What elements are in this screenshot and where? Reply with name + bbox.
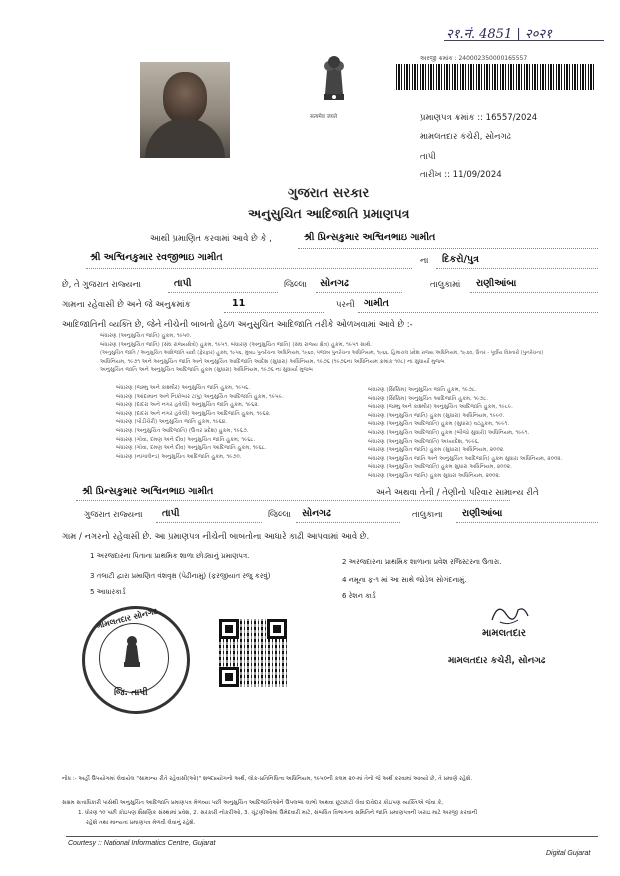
law-line: બંધારણ (અનુસુચિત આદિજાતિ) હુકમ (બીજો સુધારો) અધિનિયમ, ૧૯૯૧. (368, 429, 530, 436)
title-certificate: અનુસુચિત આદિજાતિ પ્રમાણપત્ર (248, 206, 410, 221)
handwritten-register-number: २१.नं. 4851 | २०२१ (446, 27, 552, 42)
state-prefix-2: ગુજરાત રાજ્યના (84, 510, 143, 520)
issuing-district: તાપી (420, 152, 436, 162)
law-line: બંધારણ (દાદરા અને નગર હવેલી) અનુસુચિત આદિજાતિ હુકમ, ૧૯૬૨. (116, 410, 271, 417)
law-line: બંધારણ (અનુસુચિત આદિજાતિ) હુકમ સુધારા અધિનિયમ, ૨૦૦૨. (368, 464, 512, 471)
verification-qr-code (219, 619, 287, 687)
emblem-caption: सत्यमेव जयते (310, 114, 338, 120)
law-list-right (368, 386, 562, 481)
village-value: રાણીઆંબા (476, 278, 517, 289)
serial-number: 11 (232, 298, 246, 309)
serial-mid: પરની (336, 300, 355, 310)
district-value-2: તાપી (162, 508, 180, 519)
village-value-2: રાણીઆંબા (462, 508, 503, 519)
law-line: બંધારણ (અનુસુચિત આદિજાતિ) (ઉત્તર પ્રદેશ) હુકમ, ૧૯૬૭. (116, 427, 249, 434)
law-line: બંધારણ (પોંડીચેરી) અનુસુચિત જાતિ હુકમ, ૧૯૬૪. (116, 419, 228, 426)
taluka-label: તાલુકામાં (430, 280, 461, 290)
law-line: બંધારણ (સિક્કિમ) અનુસુચિત આદિજાતિ હુકમ, ૧૯૭૮. (368, 395, 489, 402)
photo-face (163, 72, 207, 124)
seal-emblem-icon (120, 632, 144, 670)
issue-date: તારીખ :: 11/09/2024 (420, 170, 502, 180)
taluka-value-2: સોનગઢ (302, 508, 331, 519)
footer-courtesy: Courtesy :: National Informatics Centre, Gujarat (68, 840, 216, 847)
state-prefix: છે, તે ગુજરાત રાજ્યના (62, 280, 141, 290)
holder-name-repeat: શ્રી પ્રિન્સકુમાર અશ્વિનભાઇ ગામીત (82, 486, 214, 497)
law-line: બંધારણ (દાદરા અને નગર હવેલી) અનુસુચિત જાતિ હુકમ, ૧૯૬૨. (116, 402, 260, 409)
document-5: 5 આધારકાર્ડ (90, 588, 126, 596)
note-residency: નોંધ :- અહીં ઉપયોગમાં લેવાયેલ "સામાન્ય રીતે રહેવાસી(ઓ)" શબ્દપ્રયોગનો અર્થ, લોક-પ્રતિનિધિત્વ અધિનિયમ, ૧૯૫૦ની કલમ ૨૦-માં તેનો જે અર્થ કરવામાં આવ્યો છે, તે પ્રમાણે રહેશે. (62, 776, 473, 782)
recognition-text: આદિજાતિની વ્યક્તિ છે, જેને નીચેની બાબતો હેઠળ અનુસુચિત આદિજાતિ તરીકે ઓળખવામાં આવે છે :- (62, 320, 413, 330)
law-line: બંધારણ (અનુસુચિત જાતિ) હુકમ સુધારા અધિનિયમ, ૨૦૦૨. (368, 472, 501, 479)
law-line: બંધારણ (અનુસુચિત જાતિ) હુકમ (સુધારા) અધિનિયમ, ૨૦૦૨. (368, 447, 505, 454)
law-line: બંધારણ (આંદામાન અને નિકોબાર ટાપુ) અનુસુચિત આદિજાતિ હુકમ, ૧૯૫૯. (116, 393, 284, 400)
law-line: બંધારણ (ગોવા, દમણ અને દીવ) અનુસુચિત આદિજાતિ હુકમ, ૧૯૬૮. (116, 445, 267, 452)
taluka-value: સોનગઢ (320, 278, 349, 289)
district-label-2: જિલ્લા (268, 510, 291, 520)
application-number-label: અરજી ક્રમાંક : 240002350000165557 (420, 55, 528, 62)
tribe-name: ગામીત (364, 298, 389, 309)
relation-value: દિકરો/પુત્ર (442, 254, 479, 265)
law-line: બંધારણ (અનુસુચિત જાતિ અને અનુસુચિત આદિજાતિ) હુકમ સુધારા અધિનિયમ, ૨૦૦૨. (368, 455, 563, 462)
seal-text-bottom: જિ. તાપી (114, 688, 148, 698)
note-benefits-2: 1. ધોરણ ૧૦ પછી કોઇપણ શૈક્ષણિક સંસ્થામાં પ્રવેશ, 2. સરકારી નોકરીઓ, 3. ચૂંટણીઓમાં ઉમેદવારી માટે, સંબંધિત વિભાગના સમિતિને જાતિ પ્રમાણપત્રની ખરાઇ માટે અરજી કરવાની (78, 810, 478, 816)
law-line: (અનુસુચિત જાતિ / અનુસુચિત આદિજાતિ યાદી (ફેરફાર) હુકમ, ૧૯૫૬, મુંબઇ પુનર્રચના અધિનિયમ, ૧૯૬૦, પંજાબ પુનર્રચના અધિનિયમ, ૧૯૬૬. હિમાચલ પ્રદેશ રાજ્ય અધિનિયમ, ૧૯૭૦, ઉત્તર - પૂર્વીય વિસ્તારો (પુનર્રચના) (100, 350, 544, 357)
issuing-office: મામલતદાર કચેરી, સોનગઢ (420, 132, 511, 142)
law-line: બંધારણ (અનુસુચિત જાતિ) હુકમ (સુધારા) અધિનિયમ, ૧૯૯૦. (368, 412, 505, 419)
law-line: બંધારણ (અનુસુચિત જાતિ) (સંઘ રાજ્યક્ષેત્રો) હુકમ, ૧૯૫૧. બંધારણ (અનુસુચિત જાતિ) (સંઘ રાજ્ય ક્ષેત્ર) હુકમ, ૧૯૫૧ સાથે. (100, 341, 372, 348)
document-4: 4 નમૂના ફ-૧ માં આ સાથે જોડેલ સોગંદનામું. (342, 576, 467, 584)
national-emblem-icon (318, 50, 350, 108)
taluka-label-2: તાલુકાના (412, 510, 443, 520)
father-name: શ્રી અશ્વિનકુમાર રવજીભાઇ ગામીત (90, 252, 223, 263)
document-1: 1 અરજદારના પિતાના પ્રાથમિક શાળા છોડ્યાનું પ્રમાણપત્ર. (90, 552, 250, 560)
basis-statement: ગામ / નગરનો રહેવાસી છે. આ પ્રમાણપત્ર નીચેની બાબતોના આધારે કાઢી આપવામાં આવે છે. (62, 532, 370, 542)
seal-text-top: મામલતદાર સોનગઢ (95, 606, 159, 631)
signatory-office: મામલતદાર કચેરી, સોનગઢ (448, 656, 546, 666)
law-line: અધિનિયમ, ૧૯૭૧ અને અનુસુચિત જાતિ અને અનુસુચિત આદિજાતિ આદેશ (સુધારા) અધિનિયમ, ૧૯૭૬ (૧૯૭૬ના અધિનિયમ ક્રમાંક ૧૦૮) ના સુધાર્યા મુજબ (100, 358, 445, 365)
law-line: બંધારણ (નાગાલેન્ડ) અનુસુચિત આદિજાતિ હુકમ, ૧૯૭૦. (116, 453, 242, 460)
law-list-left (116, 384, 284, 461)
document-3: 3 તલાટી દ્વારા પ્રમાણિત વંશવૃક્ષ (પેઢીનામું) (ફરજીયાત રજુ કરવું) (90, 572, 271, 580)
handwritten-underline (444, 40, 604, 41)
certificate-number: પ્રમાણપત્ર ક્રમાંક :: 16557/2024 (420, 113, 538, 123)
serial-prefix: ગામના રહેવાસી છે અને જે અનુક્રમાંક (62, 300, 191, 310)
relation-prefix: ના (420, 256, 429, 266)
holder-name: શ્રી પ્રિન્સકુમાર અશ્વિનભાઇ ગામીત (304, 232, 436, 243)
certify-prefix: આથી પ્રમાણિત કરવામાં આવે છે કે , (150, 234, 272, 244)
application-barcode (396, 64, 596, 90)
law-line: બંધારણ (જમ્મુ અને કાશ્મીર) અનુસુચિત આદિજાતિ હુકમ, ૧૯૮૯. (368, 404, 513, 411)
law-line: બંધારણ (અનુસુચિત આદિજાતિ) અધ્યાદેશ, ૧૯૯૬. (368, 438, 480, 445)
footer-digital-gujarat: Digital Gujarat (546, 850, 591, 857)
law-line: બંધારણ (અનુસુચિત આદિજાતિ) હુકમ (સુધારા) વટહુકમ, ૧૯૯૧. (368, 421, 510, 428)
note-benefits-1: સક્ષમ સત્તાધિકારી પાસેથી અનુસુચિત આદિજાતિ પ્રમાણપત્ર મેળવ્યા પછી અનુસુચિત આદિજાતિઓને ઉપલબ્ધ લાભો અથવા છૂટછાટો લેવા દાવેદાર કોઇપણ વ્યક્તિએ જેવા કે, (62, 800, 444, 806)
district-label: જિલ્લા (284, 280, 307, 290)
residence-clause: અને અથવા તેની / તેણીનો પરિવાર સામાન્ય રીતે (376, 488, 539, 498)
law-list-full (100, 332, 543, 375)
law-line: બંધારણ (જમ્મુ અને કાશ્મીર) અનુસુચિત જાતિ હુકમ, ૧૯૫૬. (116, 385, 250, 391)
district-value: તાપી (174, 278, 192, 289)
document-6: 6 રેશન કાર્ડ (342, 592, 376, 600)
law-line: અનુસુચિત જાતિ અને અનુસુચિત આદિજાતિ હુકમ (સુધારા) અધિનિયમ, ૧૯૭૬ ના સુધાર્યા મુજબ (100, 367, 313, 374)
signatory-title: મામલતદાર (482, 628, 526, 639)
law-line: બંધારણ (અનુસુચિત જાતિ) હુકમ, ૧૯૫૦. (100, 333, 192, 339)
law-line: બંધારણ (ગોવા, દમણ અને દીવ) અનુસુચિત જાતિ હુકમ, ૧૯૬૮. (116, 436, 256, 443)
signature-scribble (488, 600, 532, 628)
document-2: 2 અરજદારના પ્રાથમિક શાળાના પ્રવેશ રજિસ્ટરના ઉતારા. (342, 558, 502, 566)
note-benefits-3: રહેશે તથા માન્યતા પ્રમાણપત્ર મેળવી લેવાનું રહેશે. (86, 820, 196, 826)
law-line: બંધારણ (સિક્કિમ) અનુસુચિત જાતિ હુકમ, ૧૯૭૮. (368, 387, 477, 393)
title-government: ગુજરાત સરકાર (288, 186, 370, 201)
